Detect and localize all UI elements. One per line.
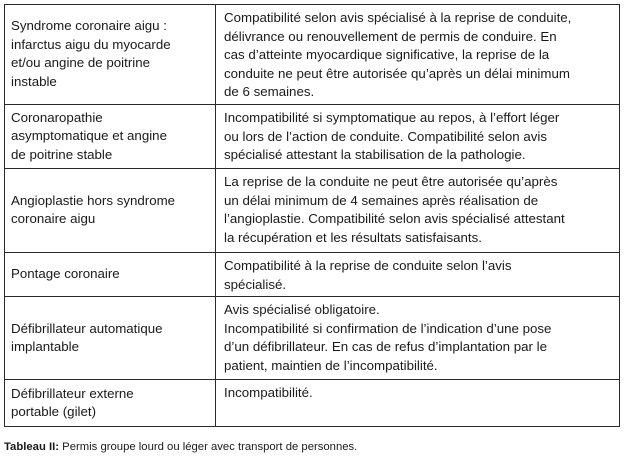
- rule-line: la récupération et les résultats satisfaisants.: [224, 229, 482, 245]
- condition-cell: [5, 168, 216, 252]
- condition-cell: [5, 297, 216, 380]
- condition-line: Syndrome coronaire aigu :: [11, 18, 167, 34]
- condition-cell: [5, 252, 216, 296]
- condition-line: coronaire aigu: [11, 211, 96, 227]
- rule-line: Incompatibilité si confirmation de l’indication d’une pose: [224, 320, 552, 336]
- condition-cell: [5, 104, 216, 168]
- rule-line: d’un défibrillateur. En cas de refus d’implantation par le: [224, 339, 548, 355]
- table-row: [5, 380, 620, 427]
- condition-line: Coronaropathie: [11, 109, 103, 125]
- caption-label: Tableau II:: [4, 441, 60, 453]
- rule-cell: [216, 252, 620, 296]
- table-row: [5, 104, 620, 168]
- rule-line: conduite ne peut être autorisée qu’après un délai minimum: [224, 65, 570, 81]
- condition-line: Défibrillateur automatique: [11, 320, 163, 336]
- condition-line: Angioplastie hors syndrome: [11, 192, 176, 208]
- rule-line: Incompatibilité.: [224, 385, 313, 401]
- condition-cell: [5, 5, 216, 105]
- condition-line: instable: [11, 74, 57, 90]
- rule-line: ou lors de l’action de conduite. Compatibilité selon avis: [224, 128, 548, 144]
- rule-line: Avis spécialisé obligatoire.: [224, 302, 380, 318]
- rule-line: patient, maintien de l’incompatibilité.: [224, 357, 438, 373]
- rule-line: un délai minimum de 4 semaines après réalisation de: [224, 192, 539, 208]
- rule-line: l’angioplastie. Compatibilité selon avis spécialisé attestant: [224, 211, 565, 227]
- condition-cell: [5, 380, 216, 427]
- table-row: [5, 168, 620, 252]
- condition-line: asymptomatique et angine: [11, 128, 167, 144]
- rule-line: délivrance ou renouvellement de permis de conduire. En: [224, 28, 557, 44]
- condition-line: Pontage coronaire: [11, 266, 120, 282]
- table-row: [5, 297, 620, 380]
- rule-line: La reprise de la conduite ne peut être autorisée qu’après: [224, 173, 558, 189]
- rule-line: Incompatibilité si symptomatique au repos, à l’effort léger: [224, 109, 560, 125]
- rule-line: de 6 semaines.: [224, 84, 315, 100]
- conditions-table: [4, 4, 620, 427]
- rule-cell: [216, 5, 620, 105]
- rule-line: Compatibilité selon avis spécialisé à la reprise de conduite,: [224, 10, 572, 25]
- rule-cell: [216, 297, 620, 380]
- condition-line: et/ou angine de poitrine: [11, 55, 150, 71]
- rule-line: Compatibilité à la reprise de conduite selon l’avis: [224, 257, 512, 273]
- condition-line: Défibrillateur externe: [11, 385, 134, 401]
- caption-text: Permis groupe lourd ou léger avec transport de personnes.: [59, 441, 358, 453]
- condition-line: de poitrine stable: [11, 146, 113, 162]
- condition-line: implantable: [11, 339, 80, 355]
- table-caption: [4, 441, 357, 453]
- rule-line: spécialisé.: [224, 276, 287, 292]
- rule-cell: [216, 380, 620, 427]
- rule-cell: [216, 104, 620, 168]
- condition-line: infarctus aigu du myocarde: [11, 36, 171, 52]
- rule-cell: [216, 168, 620, 252]
- rule-line: cas d’atteinte myocardique significative, la reprise de la: [224, 47, 550, 63]
- table-row: [5, 5, 620, 105]
- condition-line: portable (gilet): [11, 404, 96, 420]
- table-row: [5, 252, 620, 296]
- rule-line: spécialisé attestant la stabilisation de la pathologie.: [224, 147, 526, 163]
